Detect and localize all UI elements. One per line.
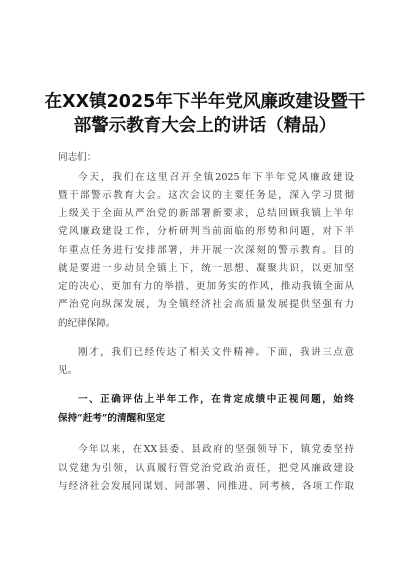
paragraph-1-line-9: 的纪律保障。	[58, 318, 116, 329]
document-title-line-1: 在XX镇2025年下半年党风廉政建设暨干	[44, 92, 366, 112]
salutation: 同志们：	[58, 152, 97, 163]
paragraph-1-line-5: 年重点任务进行安排部署，并开展一次深刻的警示教育。目的	[58, 245, 354, 256]
paragraph-1-line-7: 定的决心、更加有力的举措、更加务实的作风，推动我镇全面从	[58, 281, 354, 292]
section-heading-1-line-2: 保持“赶考”的清醒和坚定	[58, 413, 165, 424]
paragraph-3-line-2: 以党建为引领，认真履行管党治党政治责任，把党风廉政建设	[58, 463, 354, 474]
paragraph-2-line-2: 见。	[58, 365, 78, 376]
section-heading-1-line-1: 一、正确评估上半年工作，在肯定成绩中正视问题，始终	[78, 394, 354, 405]
paragraph-3-line-3: 与经济社会发展同谋划、同部署、同推进、同考核，各项工作取	[58, 481, 354, 492]
paragraph-1-line-3: 上级关于全面从严治党的新部署新要求，总结回顾我镇上半年	[58, 208, 354, 219]
paragraph-1-line-8: 严治党向纵深发展，为全镇经济社会高质量发展提供坚强有力	[58, 299, 354, 310]
document-title-line-2: 部警示教育大会上的讲话（精品）	[73, 116, 337, 136]
paragraph-2-line-1: 刚才，我们已经传达了相关文件精神。下面，我讲三点意	[78, 347, 354, 358]
paragraph-1-line-2: 暨干部警示教育大会。这次会议的主要任务是，深入学习贯彻	[58, 190, 354, 201]
paragraph-3-line-1: 今年以来，在XX县委、县政府的坚强领导下，镇党委坚持	[78, 444, 354, 455]
paragraph-1-line-1: 今天，我们在这里召开全镇2025年下半年党风廉政建设	[78, 172, 354, 183]
paragraph-1-line-4: 党风廉政建设工作，分析研判当前面临的形势和问题，对下半	[58, 226, 354, 237]
paragraph-1-line-6: 就是要进一步动员全镇上下，统一思想、凝聚共识，以更加坚	[58, 263, 354, 274]
